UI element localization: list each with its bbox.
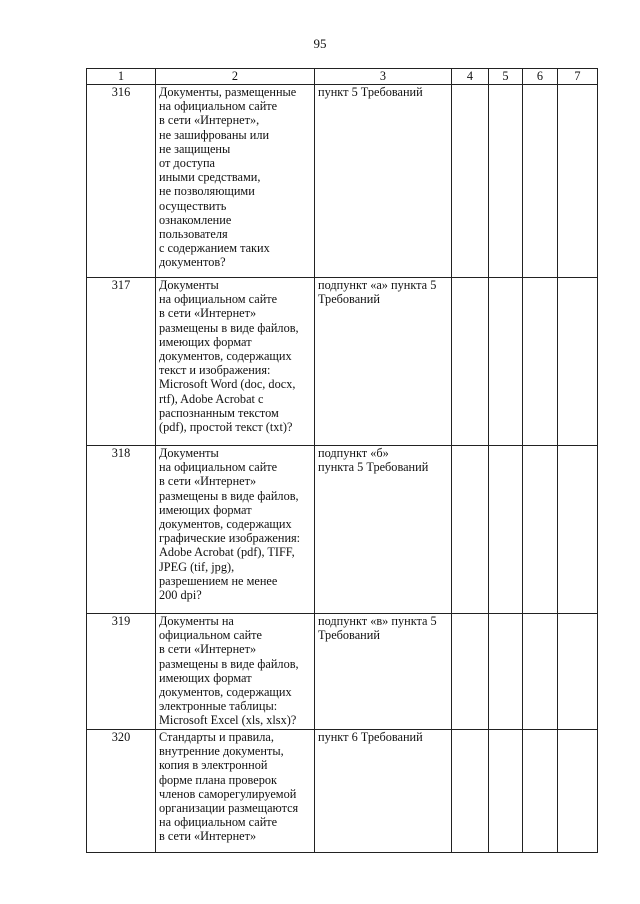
- answer-cell-4: [452, 614, 489, 730]
- question-line: имеющих формат: [159, 334, 252, 349]
- question-line: текст и изображения:: [159, 363, 271, 378]
- question-line: имеющих формат: [159, 502, 252, 517]
- answer-cell-7: [558, 446, 598, 614]
- question-line: 200 dpi?: [159, 588, 202, 603]
- header-cell: 5: [489, 69, 523, 85]
- question-cell: [156, 730, 315, 853]
- question-line: Документы, размещенные: [159, 85, 297, 99]
- answer-cell-5: [489, 730, 523, 853]
- answer-cell-4: [452, 730, 489, 853]
- reference-cell: [315, 730, 452, 853]
- question-line: копия в электронной: [159, 758, 268, 773]
- question-line: rtf), Adobe Acrobat с: [159, 391, 264, 406]
- question-line: Стандарты и правила,: [159, 730, 274, 744]
- question-line: JPEG (tif, jpg),: [159, 559, 235, 574]
- answer-cell-6: [523, 614, 558, 730]
- question-line: Microsoft Excel (xls, xlsx)?: [159, 713, 297, 728]
- answer-cell-7: [558, 730, 598, 853]
- answer-cell-6: [523, 446, 558, 614]
- question-line: не зашифрованы или: [159, 127, 270, 142]
- answer-cell-5: [489, 446, 523, 614]
- header-cell: 1: [87, 69, 156, 85]
- question-line: на официальном сайте: [159, 292, 278, 307]
- reference-line: Требований: [318, 292, 380, 307]
- question-line: в сети «Интернет»: [159, 306, 257, 321]
- table-row: [87, 278, 598, 446]
- question-line: размещены в виде файлов,: [159, 320, 299, 335]
- question-line: на официальном сайте: [159, 815, 278, 830]
- question-line: в сети «Интернет»: [159, 474, 257, 489]
- question-line: Adobe Acrobat (pdf), TIFF,: [159, 545, 295, 560]
- question-line: размещены в виде файлов,: [159, 656, 299, 671]
- row-number: 318: [87, 446, 156, 614]
- question-line: документов, содержащих: [159, 349, 292, 364]
- question-line: Microsoft Word (doc, docx,: [159, 377, 296, 392]
- question-cell: [156, 85, 315, 278]
- answer-cell-5: [489, 278, 523, 446]
- row-number: 320: [87, 730, 156, 853]
- question-line: не позволяющими: [159, 184, 255, 199]
- reference-line: пункта 5 Требований: [318, 460, 429, 475]
- question-line: Документы: [159, 278, 219, 292]
- table-row: [87, 730, 598, 853]
- table-row: [87, 614, 598, 730]
- reference-cell: [315, 446, 452, 614]
- answer-cell-6: [523, 278, 558, 446]
- answer-cell-4: [452, 85, 489, 278]
- question-cell: [156, 446, 315, 614]
- question-line: в сети «Интернет»: [159, 642, 257, 657]
- row-number: 316: [87, 85, 156, 278]
- question-line: официальном сайте: [159, 628, 262, 643]
- answer-cell-5: [489, 85, 523, 278]
- question-line: разрешением не менее: [159, 573, 278, 588]
- question-line: на официальном сайте: [159, 460, 278, 475]
- reference-line: пункт 6 Требований: [318, 730, 423, 744]
- question-line: в сети «Интернет»: [159, 829, 257, 844]
- question-line: членов саморегулируемой: [159, 786, 297, 801]
- reference-line: подпункт «б»: [318, 446, 389, 460]
- answer-cell-7: [558, 85, 598, 278]
- question-line: графические изображения:: [159, 531, 301, 546]
- question-line: с содержанием таких: [159, 241, 270, 256]
- question-line: документов, содержащих: [159, 517, 292, 532]
- question-line: Документы: [159, 446, 219, 460]
- question-line: документов, содержащих: [159, 685, 292, 700]
- answer-cell-5: [489, 614, 523, 730]
- question-line: пользователя: [159, 227, 228, 242]
- question-line: имеющих формат: [159, 670, 252, 685]
- question-line: от доступа: [159, 156, 216, 171]
- reference-line: пункт 5 Требований: [318, 85, 423, 99]
- answer-cell-7: [558, 278, 598, 446]
- reference-cell: [315, 85, 452, 278]
- header-cell: 4: [452, 69, 489, 85]
- header-cell: 2: [156, 69, 315, 85]
- table-header-row: [87, 69, 598, 85]
- reference-cell: [315, 614, 452, 730]
- row-number: 317: [87, 278, 156, 446]
- question-line: ознакомление: [159, 212, 232, 227]
- question-line: размещены в виде файлов,: [159, 488, 299, 503]
- header-cell: 6: [523, 69, 558, 85]
- question-line: документов?: [159, 255, 226, 270]
- reference-line: подпункт «а» пункта 5: [318, 278, 437, 292]
- row-number: 319: [87, 614, 156, 730]
- header-cell: 3: [315, 69, 452, 85]
- question-line: на официальном сайте: [159, 99, 278, 114]
- question-line: в сети «Интернет»,: [159, 113, 260, 128]
- table-row: [87, 446, 598, 614]
- question-line: (pdf), простой текст (txt)?: [159, 420, 293, 435]
- table-row: [87, 85, 598, 278]
- header-cell: 7: [558, 69, 598, 85]
- answer-cell-7: [558, 614, 598, 730]
- question-cell: [156, 278, 315, 446]
- answer-cell-6: [523, 730, 558, 853]
- reference-line: подпункт «в» пункта 5: [318, 614, 437, 628]
- answer-cell-4: [452, 446, 489, 614]
- reference-line: Требований: [318, 628, 380, 643]
- reference-cell: [315, 278, 452, 446]
- question-line: иными средствами,: [159, 170, 261, 185]
- question-line: распознанным текстом: [159, 405, 279, 420]
- question-line: электронные таблицы:: [159, 699, 278, 714]
- question-line: организации размещаются: [159, 801, 299, 816]
- checklist-table: [86, 68, 598, 853]
- question-line: форме плана проверок: [159, 772, 278, 787]
- page-number: 95: [313, 36, 327, 51]
- answer-cell-6: [523, 85, 558, 278]
- question-line: внутренние документы,: [159, 744, 284, 759]
- question-line: осуществить: [159, 198, 227, 213]
- answer-cell-4: [452, 278, 489, 446]
- question-cell: [156, 614, 315, 730]
- question-line: не защищены: [159, 141, 231, 156]
- question-line: Документы на: [159, 614, 234, 628]
